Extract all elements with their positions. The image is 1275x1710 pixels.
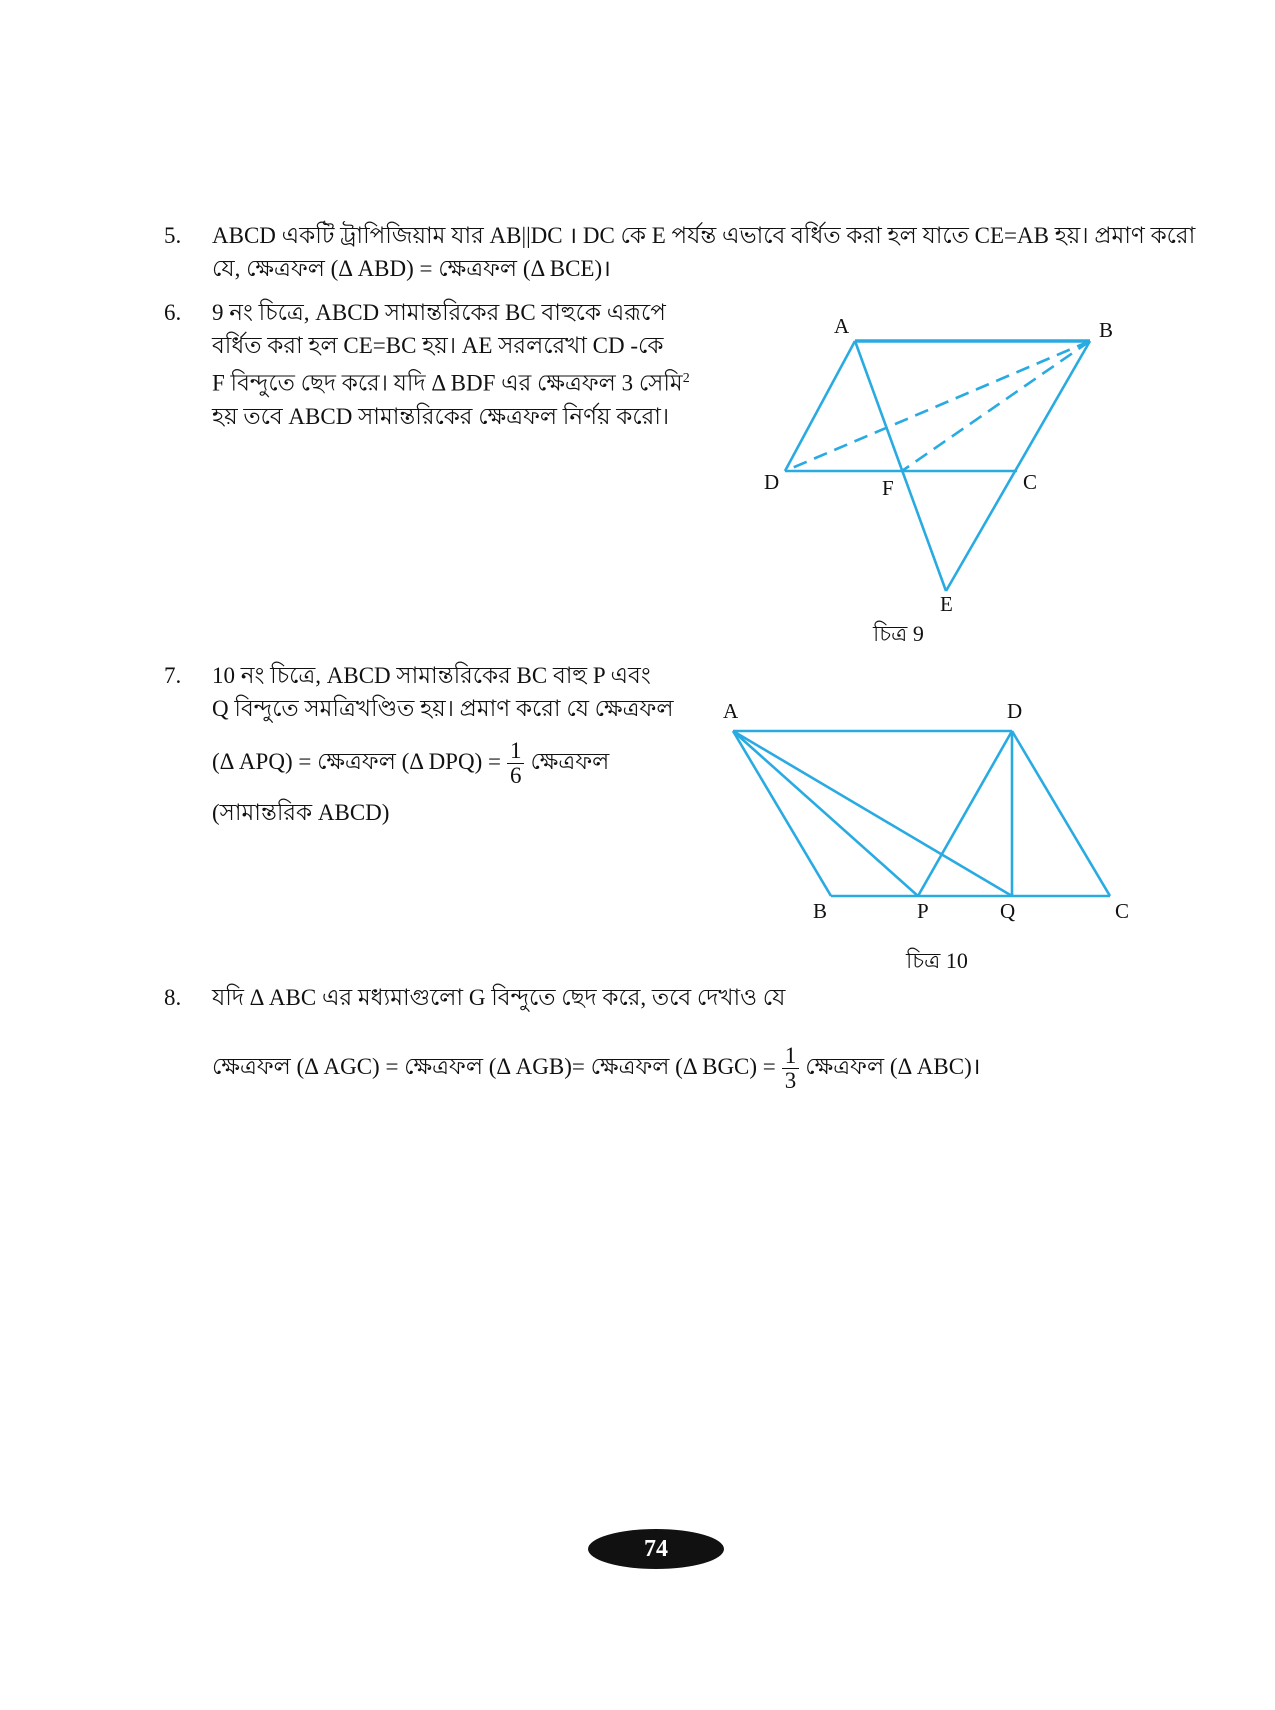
edge-BF-dashed — [902, 341, 1090, 471]
question-line — [212, 1044, 980, 1093]
figure-9-caption: চিত্র 9 — [873, 621, 924, 646]
question-text — [212, 659, 674, 829]
edge-AB — [733, 731, 831, 896]
question-line-text: (Δ APQ) = ক্ষেত্রফল (Δ DPQ) = — [212, 748, 501, 774]
label-A: A — [834, 314, 850, 338]
question-line-text: F বিন্দুতে ছেদ করে। যদি Δ BDF এর ক্ষেত্রফল 3 সেমি — [212, 370, 683, 396]
label-D: D — [1007, 699, 1023, 723]
edge-AD — [785, 341, 855, 471]
label-E: E — [940, 592, 953, 616]
superscript: 2 — [682, 371, 690, 386]
label-C: C — [1115, 899, 1130, 923]
edge-DC — [1012, 731, 1110, 896]
question-number: 5. — [164, 223, 182, 248]
question-line: Q বিন্দুতে সমত্রিখণ্ডিত হয়। প্রমাণ করো যে ক্ষেত্রফল — [212, 696, 674, 721]
fraction-denominator: 3 — [784, 1068, 797, 1093]
label-F: F — [882, 476, 894, 500]
page-number: 74 — [588, 1529, 724, 1569]
edge-AE — [855, 341, 946, 591]
question-line: ABCD একটি ট্রাপিজিয়াম যার AB||DC । DC কে E পর্যন্ত এভাবে বর্ধিত করা হল যাতে CE=AB হয়। প্রমাণ করো — [212, 223, 1196, 248]
label-D: D — [764, 470, 780, 494]
edge-AP — [733, 731, 918, 896]
question-line: 9 নং চিত্রে, ABCD সামান্তরিকের BC বাহুকে এরূপে — [212, 300, 666, 325]
question-line-text: ক্ষেত্রফল — [530, 748, 610, 774]
fraction-numerator: 1 — [782, 1044, 800, 1069]
figure-10-caption: চিত্র 10 — [906, 948, 968, 973]
fraction-numerator: 1 — [507, 739, 525, 764]
fraction-denominator: 6 — [509, 763, 522, 788]
question-line: 10 নং চিত্রে, ABCD সামান্তরিকের BC বাহু P এবং — [212, 663, 651, 688]
label-B: B — [813, 899, 828, 923]
question-line — [212, 739, 674, 788]
label-P: P — [917, 899, 929, 923]
question-line: যদি Δ ABC এর মধ্যমাগুলো G বিন্দুতে ছেদ করে, তবে দেখাও যে — [212, 985, 786, 1010]
edge-AQ — [733, 731, 1012, 896]
label-B: B — [1099, 318, 1114, 342]
question-line: (সামান্তরিক ABCD) — [212, 800, 390, 825]
edge-BE — [946, 341, 1090, 591]
fraction — [507, 739, 525, 788]
question-line-text: ক্ষেত্রফল (Δ ABC)। — [805, 1053, 981, 1079]
question-number: 6. — [164, 300, 182, 325]
edge-BD-dashed — [785, 341, 1090, 471]
fraction — [782, 1044, 800, 1093]
question-number: 8. — [164, 985, 182, 1010]
question-line: যে, ক্ষেত্রফল (Δ ABD) = ক্ষেত্রফল (Δ BCE)। — [212, 256, 611, 281]
label-Q: Q — [1000, 899, 1016, 923]
question-line-text: ক্ষেত্রফল (Δ AGC) = ক্ষেত্রফল (Δ AGB)= ক্ষেত্রফল (Δ BGC) = — [212, 1053, 776, 1079]
label-A: A — [723, 699, 739, 723]
question-line: বর্ধিত করা হল CE=BC হয়। AE সরলরেখা CD -কে — [212, 333, 664, 358]
question-line: হয় তবে ABCD সামান্তরিকের ক্ষেত্রফল নির্ণয় করো। — [212, 403, 670, 429]
question-text — [212, 981, 980, 1093]
question-number: 7. — [164, 663, 182, 688]
edge-DP — [918, 731, 1012, 896]
label-C: C — [1023, 470, 1038, 494]
